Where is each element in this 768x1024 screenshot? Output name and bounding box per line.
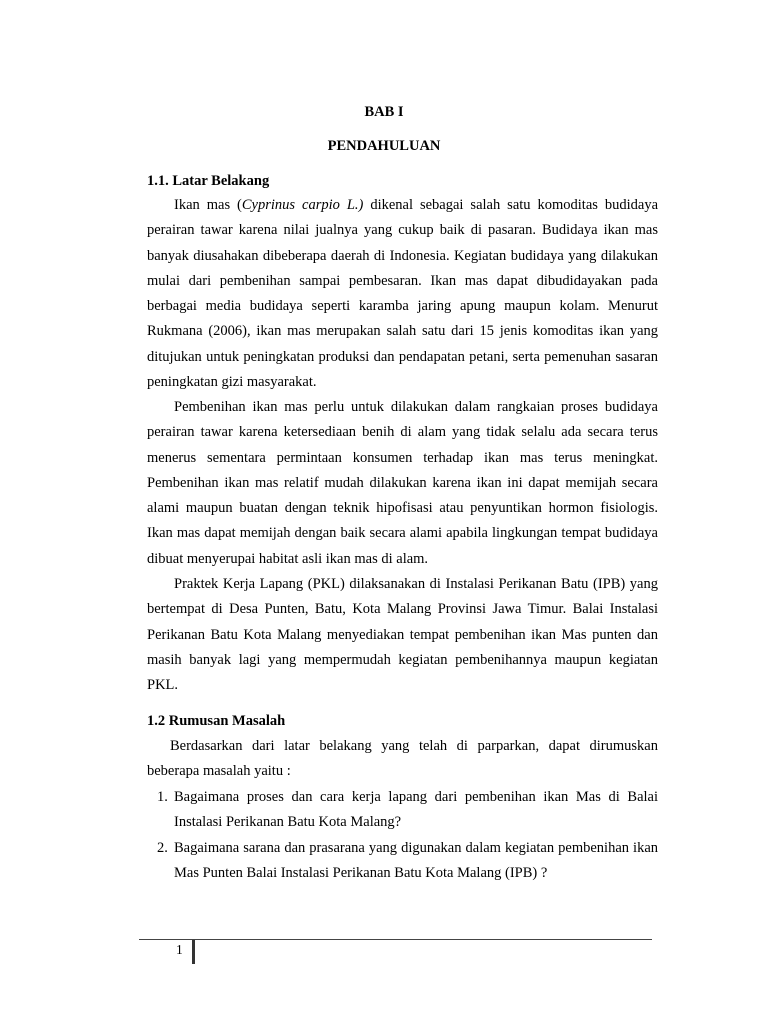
paragraph-1-post: dikenal sebagai salah satu komoditas budidaya perairan tawar karena nilai jualnya yang cukup baik di pasaran. Budidaya ikan mas banyak diusahakan dibeberapa daerah di Indonesia. Kegiatan budidaya yang dilakukan mulai dari pembenihan sampai pembesaran. Ikan mas dapat dibudidayakan pada berbagai media budidaya seperti karamba jaring apung maupun kolam. Menurut Rukmana (2006), ikan mas merupakan salah satu dari 15 jenis komoditas ikan yang ditujukan untuk peningkatan produksi dan pendapatan petani, serta pemenuhan sasaran peningkatan gizi masyarakat. [147, 197, 659, 391]
chapter-label: BAB I [364, 104, 404, 120]
problem-list [147, 785, 658, 886]
paragraph-2 [147, 395, 658, 572]
section-2-intro-text: Berdasarkan dari latar belakang yang telah di parparkan, dapat dirumuskan beberapa masalah yaitu : [147, 738, 658, 780]
paragraph-1 [147, 193, 658, 395]
list-number: 2. [157, 839, 168, 856]
paragraph-3 [147, 572, 658, 698]
list-number: 1. [157, 789, 168, 805]
footer-rule [139, 939, 652, 940]
section-2-title: 1.2 Rumusan Masalah [147, 713, 286, 729]
list-item-text: Bagaimana sarana dan prasarana yang digunakan dalam kegiatan pembenihan ikan Mas Punten Balai Instalasi Perikanan Batu Kota Malang (IPB) ? [174, 839, 658, 881]
page-number: 1 [176, 942, 183, 957]
paragraph-2-text: Pembenihan ikan mas perlu untuk dilakukan dalam rangkaian proses budidaya perairan tawar karena ketersediaan benih di alam yang tidak selalu ada secara terus menerus sementara permintaan konsumen terhadap ikan mas terus meningkat. Pembenihan ikan mas relatif mudah dilakukan karena ikan ini dapat memijah secara alami maupun buatan dengan teknik hipofisasi atau penyuntikan hormon fisiologis. Ikan mas dapat memijah dengan baik secara alami apabila lingkungan tempat budidaya dibuat menyerupai habitat asli ikan mas di alam. [147, 399, 658, 567]
chapter-title: PENDAHULUAN [327, 138, 441, 154]
section-2-intro [147, 734, 658, 785]
list-item [147, 836, 658, 887]
list-item [147, 785, 658, 836]
list-item-text: Bagaimana proses dan cara kerja lapang dari pembenihan ikan Mas di Balai Instalasi Perikanan Batu Kota Malang? [174, 789, 658, 831]
species-name: Cyprinus carpio L.) [241, 197, 364, 213]
footer-vertical-bar [192, 940, 195, 964]
paragraph-3-text: Praktek Kerja Lapang (PKL) dilaksanakan di Instalasi Perikanan Batu (IPB) yang bertempat di Desa Punten, Batu, Kota Malang Provinsi Jawa Timur. Balai Instalasi Perikanan Batu Kota Malang menyediakan tempat pembenihan ikan Mas punten dan masih banyak lagi yang mempermudah kegiatan pembenihannya maupun kegiatan PKL. [147, 576, 658, 694]
paragraph-1-pre: Ikan mas ( [174, 197, 242, 213]
section-1-title: 1.1. Latar Belakang [147, 173, 270, 189]
